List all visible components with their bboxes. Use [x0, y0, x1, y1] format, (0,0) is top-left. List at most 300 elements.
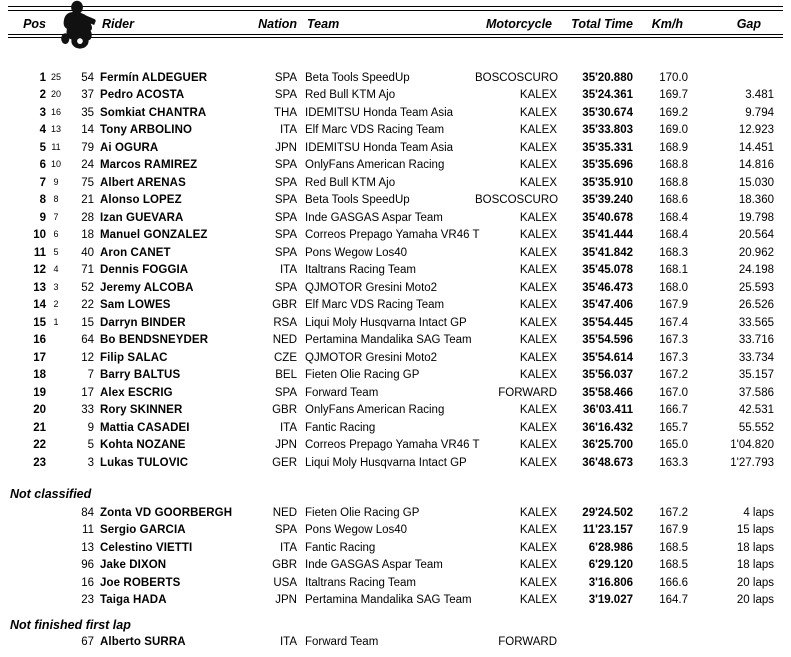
header-bottom-rule-line [8, 37, 783, 38]
gap-cell: 12.923 [738, 124, 774, 137]
points-cell: 4 [53, 264, 59, 274]
speed-cell: 168.0 [659, 281, 688, 294]
nation-cell: SPA [274, 246, 297, 259]
motorcycle-cell: KALEX [519, 351, 557, 364]
team-cell: Correos Prepago Yamaha VR46 T [305, 439, 480, 452]
nation-cell: ITA [279, 264, 297, 277]
nation-cell: NED [272, 334, 297, 347]
motorcycle-cell: KALEX [519, 559, 557, 572]
position-cell: 16 [33, 334, 46, 347]
rider-number-cell: 14 [81, 124, 94, 137]
team-cell: Correos Prepago Yamaha VR46 T [305, 229, 480, 242]
result-row [0, 262, 774, 280]
team-cell: IDEMITSU Honda Team Asia [305, 141, 454, 154]
total-time-cell: 35'41.842 [582, 246, 633, 259]
speed-cell: 168.3 [659, 246, 688, 259]
speed-cell: 170.0 [659, 71, 688, 84]
result-row [0, 522, 774, 540]
total-time-cell: 35'39.240 [582, 194, 633, 207]
result-row [0, 87, 774, 105]
points-cell: 16 [50, 106, 61, 117]
speed-cell: 167.9 [659, 524, 688, 537]
rider-number-cell: 28 [81, 211, 94, 224]
team-cell: Red Bull KTM Ajo [305, 89, 396, 102]
points-cell: 13 [50, 124, 61, 134]
rider-number-cell: 22 [81, 299, 94, 312]
motorcycle-cell: KALEX [519, 281, 557, 294]
gap-cell: 14.816 [738, 159, 774, 172]
team-cell: Elf Marc VDS Racing Team [305, 299, 445, 312]
result-row [0, 454, 774, 472]
rider-name-cell: Lukas TULOVIC [100, 456, 189, 469]
speed-cell: 168.5 [659, 541, 688, 554]
motorcycle-cell: KALEX [519, 316, 557, 329]
team-cell: Inde GASGAS Aspar Team [305, 211, 443, 224]
team-cell: Italtrans Racing Team [305, 576, 417, 589]
points-cell [46, 419, 66, 422]
rider-number-cell: 84 [81, 506, 94, 519]
rider-number-cell: 13 [81, 541, 94, 554]
rider-name-cell: Somkiat CHANTRA [100, 106, 207, 119]
nation-cell: SPA [274, 281, 297, 294]
motorcycle-cell: BOSCOSCURO [475, 194, 559, 207]
result-row [0, 592, 774, 610]
not-classified-results [0, 504, 774, 609]
points-cell [46, 349, 66, 352]
motorcycle-cell: KALEX [519, 369, 557, 382]
gap-cell: 18 laps [736, 559, 774, 572]
position-cell: 13 [33, 281, 46, 294]
motorcycle-cell: KALEX [519, 524, 557, 537]
total-time-cell: 36'25.700 [582, 439, 633, 452]
result-row [0, 209, 774, 227]
speed-cell: 168.8 [659, 176, 688, 189]
rider-name-cell: Celestino VIETTI [100, 541, 193, 554]
rider-name-cell: Fermín ALDEGUER [100, 71, 208, 84]
total-time-cell: 35'46.473 [582, 281, 633, 294]
team-cell: Liqui Moly Husqvarna Intact GP [305, 456, 467, 469]
total-time-cell: 35'30.674 [582, 106, 633, 119]
team-cell: Red Bull KTM Ajo [305, 176, 396, 189]
team-cell: Italtrans Racing Team [305, 264, 417, 277]
not-finished-results [0, 634, 774, 652]
motorcycle-cell: KALEX [519, 576, 557, 589]
rider-name-cell: Sergio GARCIA [100, 524, 186, 537]
points-cell [46, 332, 66, 335]
rider-name-cell: Alonso LOPEZ [100, 194, 182, 207]
total-time-cell: 35'33.803 [582, 124, 633, 137]
gap-cell: 25.593 [738, 281, 774, 294]
total-time-cell: 35'56.037 [582, 369, 633, 382]
team-cell: Pons Wegow Los40 [305, 524, 408, 537]
points-cell: 7 [53, 211, 59, 222]
gap-cell: 18 laps [736, 541, 774, 554]
gap-cell: 3.481 [745, 89, 774, 102]
result-row [0, 504, 774, 522]
total-time-cell: 35'35.910 [582, 176, 633, 189]
speed-cell: 166.6 [659, 576, 688, 589]
speed-cell: 165.7 [659, 421, 688, 434]
rider-name-cell: Barry BALTUS [100, 369, 181, 382]
motorcycle-cell: KALEX [519, 541, 557, 554]
gap-cell: 33.565 [738, 316, 774, 329]
speed-cell: 169.7 [659, 89, 688, 102]
team-cell: Inde GASGAS Aspar Team [305, 559, 443, 572]
nation-column-header: Nation [258, 16, 297, 31]
speed-cell: 167.3 [659, 334, 688, 347]
position-cell: 23 [33, 456, 46, 469]
team-cell: OnlyFans American Racing [305, 159, 445, 172]
motorcycle-cell: KALEX [519, 334, 557, 347]
team-cell: Fieten Olie Racing GP [305, 369, 420, 382]
points-cell [46, 539, 66, 542]
team-cell: Liqui Moly Husqvarna Intact GP [305, 316, 467, 329]
total-time-cell: 11'23.157 [582, 524, 633, 537]
rider-number-cell: 21 [81, 194, 94, 207]
gap-cell: 1'27.793 [730, 456, 774, 469]
nation-cell: RSA [273, 316, 297, 329]
gap-cell: 33.716 [738, 334, 774, 347]
position-cell: 15 [33, 316, 46, 329]
position-cell: 6 [39, 159, 46, 172]
rider-number-cell: 54 [81, 71, 94, 84]
position-cell: 7 [39, 176, 46, 189]
points-cell [46, 367, 66, 370]
motorcycle-cell: KALEX [519, 299, 557, 312]
nation-cell: SPA [274, 211, 297, 224]
points-cell: 5 [53, 246, 59, 257]
result-row [0, 574, 774, 592]
total-time-cell: 6'28.986 [588, 541, 633, 554]
results-header [0, 0, 791, 68]
team-cell: QJMOTOR Gresini Moto2 [305, 281, 438, 294]
points-cell [46, 557, 66, 560]
points-cell: 3 [53, 281, 59, 292]
nation-cell: GBR [272, 559, 297, 572]
position-cell: 22 [33, 439, 46, 452]
rider-number-cell: 16 [81, 576, 94, 589]
rider-name-cell: Rory SKINNER [100, 404, 183, 417]
rider-number-cell: 17 [81, 386, 94, 399]
position-cell: 4 [39, 124, 46, 137]
speed-cell: 163.3 [659, 456, 688, 469]
rider-number-cell: 67 [81, 636, 94, 649]
result-row [0, 174, 774, 192]
team-cell: Forward Team [305, 636, 379, 649]
points-cell [46, 504, 66, 507]
gap-cell: 14.451 [738, 141, 774, 154]
team-column-header: Team [307, 16, 340, 31]
total-time-cell: 35'41.444 [582, 229, 633, 242]
rider-number-cell: 24 [81, 159, 94, 172]
position-cell: 9 [39, 211, 46, 224]
team-cell: Fantic Racing [305, 421, 376, 434]
total-time-cell: 35'35.331 [582, 141, 633, 154]
rider-number-cell: 5 [87, 439, 94, 452]
speed-cell: 167.9 [659, 299, 688, 312]
position-cell: 14 [33, 299, 46, 312]
motorcycle-cell: FORWARD [498, 386, 557, 399]
gap-cell: 24.198 [738, 264, 774, 277]
rider-name-cell: Filip SALAC [100, 351, 168, 364]
speed-cell: 168.6 [659, 194, 688, 207]
motorcycle-cell: KALEX [519, 246, 557, 259]
rider-name-cell: Joe ROBERTS [100, 576, 181, 589]
team-cell: Pons Wegow Los40 [305, 246, 408, 259]
total-time-cell: 35'40.678 [582, 211, 633, 224]
rider-name-cell: Ai OGURA [100, 141, 159, 154]
team-cell: Fieten Olie Racing GP [305, 506, 420, 519]
points-cell [46, 437, 66, 440]
total-time-cell: 36'16.432 [582, 421, 633, 434]
gap-cell: 9.794 [745, 106, 774, 119]
motorcycle-cell: KALEX [519, 141, 557, 154]
rider-name-cell: Dennis FOGGIA [100, 264, 189, 277]
result-row [0, 244, 774, 262]
total-time-cell: 36'03.411 [582, 404, 633, 417]
team-cell: Beta Tools SpeedUp [305, 194, 410, 207]
motorcycle-cell: KALEX [519, 89, 557, 102]
nation-cell: USA [273, 576, 297, 589]
result-row [0, 384, 774, 402]
nation-cell: JPN [275, 439, 297, 452]
gap-cell: 20 laps [736, 594, 774, 607]
gap-cell: 1'04.820 [730, 439, 774, 452]
total-time-cell: 35'54.445 [582, 316, 633, 329]
column-headers [0, 13, 774, 34]
points-cell: 11 [51, 141, 61, 152]
result-row [0, 157, 774, 175]
result-row [0, 437, 774, 455]
rider-name-cell: Taiga HADA [100, 594, 167, 607]
speed-cell: 167.3 [659, 351, 688, 364]
rider-number-cell: 11 [82, 524, 94, 537]
nation-cell: SPA [274, 386, 297, 399]
position-cell: 21 [33, 421, 46, 434]
team-cell: Forward Team [305, 386, 379, 399]
nation-cell: NED [272, 506, 297, 519]
total-time-cell: 35'47.406 [582, 299, 633, 312]
rider-name-cell: Pedro ACOSTA [100, 89, 185, 102]
result-row [0, 227, 774, 245]
result-row [0, 402, 774, 420]
points-cell: 10 [50, 159, 61, 169]
motorcycle-cell: KALEX [519, 124, 557, 137]
rider-name-cell: Aron CANET [100, 246, 171, 259]
speed-cell: 167.0 [659, 386, 688, 399]
gap-cell: 26.526 [738, 299, 774, 312]
points-cell: 8 [53, 194, 59, 204]
motorcycle-cell: KALEX [519, 229, 557, 242]
rider-column-header: Rider [102, 16, 134, 31]
motorcycle-cell: KALEX [519, 439, 557, 452]
motorcycle-cell: BOSCOSCURO [475, 71, 559, 84]
rider-number-cell: 35 [81, 106, 94, 119]
speed-cell: 165.0 [659, 439, 688, 452]
result-row [0, 279, 774, 297]
rider-number-cell: 33 [81, 404, 94, 417]
gap-cell: 37.586 [738, 386, 774, 399]
nation-cell: ITA [279, 124, 297, 137]
result-row [0, 314, 774, 332]
gap-cell: 20.962 [738, 246, 774, 259]
team-cell: Pertamina Mandalika SAG Team [305, 334, 472, 347]
nation-cell: ITA [279, 421, 297, 434]
points-cell [46, 522, 66, 525]
rider-name-cell: Albert ARENAS [100, 176, 186, 189]
points-cell [46, 384, 66, 387]
rider-number-cell: 64 [81, 334, 94, 347]
gap-cell: 33.734 [738, 351, 774, 364]
nation-cell: ITA [279, 636, 297, 649]
motorcycle-cell: KALEX [519, 211, 557, 224]
speed-cell: 169.2 [659, 106, 688, 119]
total-time-cell: 35'54.596 [582, 334, 633, 347]
speed-cell: 168.4 [659, 211, 688, 224]
motorcycle-cell: KALEX [519, 106, 557, 119]
total-time-cell: 3'19.027 [588, 594, 633, 607]
rider-number-cell: 3 [87, 456, 94, 469]
nation-cell: SPA [274, 194, 297, 207]
motorcycle-cell: KALEX [519, 594, 557, 607]
result-row [0, 367, 774, 385]
points-cell [46, 634, 66, 637]
speed-cell: 168.5 [659, 559, 688, 572]
nation-cell: ITA [279, 541, 297, 554]
result-row [0, 332, 774, 350]
points-cell [46, 574, 66, 577]
classified-results [0, 69, 774, 472]
team-cell: Beta Tools SpeedUp [305, 71, 410, 84]
rider-number-cell: 75 [81, 176, 94, 189]
nation-cell: CZE [274, 351, 297, 364]
total-time-cell: 6'29.120 [588, 559, 633, 572]
result-row [0, 69, 774, 87]
rider-number-cell: 96 [81, 559, 94, 572]
result-row [0, 122, 774, 140]
nation-cell: GER [272, 456, 297, 469]
rider-name-cell: Sam LOWES [100, 299, 171, 312]
points-cell: 1 [53, 316, 59, 327]
rider-name-cell: Darryn BINDER [100, 316, 186, 329]
total-time-cell: 36'48.673 [582, 456, 633, 469]
top-rule-line [8, 6, 783, 7]
rider-name-cell: Kohta NOZANE [100, 439, 186, 452]
nation-cell: THA [274, 106, 297, 119]
not-finished-section-label: Not finished first lap [10, 617, 131, 632]
position-cell: 10 [33, 229, 46, 242]
position-cell: 17 [33, 351, 46, 364]
gap-cell: 19.798 [738, 211, 774, 224]
motorcycle-column-header: Motorcycle [486, 16, 552, 31]
nation-cell: JPN [275, 594, 297, 607]
rider-name-cell: Bo BENDSNEYDER [100, 334, 209, 347]
motorcycle-cell: KALEX [519, 506, 557, 519]
nation-cell: JPN [275, 141, 297, 154]
points-cell [46, 592, 66, 595]
rider-name-cell: Alex ESCRIG [100, 386, 173, 399]
result-row [0, 634, 774, 652]
pos-column-header: Pos [23, 16, 46, 31]
gap-cell: 18.360 [738, 194, 774, 207]
team-cell: Fantic Racing [305, 541, 376, 554]
nation-cell: SPA [274, 176, 297, 189]
nation-cell: SPA [274, 71, 297, 84]
rider-number-cell: 15 [81, 316, 94, 329]
nation-cell: GBR [272, 299, 297, 312]
position-cell: 1 [39, 71, 46, 84]
gap-cell: 15 laps [736, 524, 774, 537]
result-row [0, 104, 774, 122]
rider-number-cell: 52 [81, 281, 94, 294]
rider-number-cell: 18 [81, 229, 94, 242]
result-row [0, 139, 774, 157]
nation-cell: BEL [275, 369, 297, 382]
result-row [0, 539, 774, 557]
team-cell: IDEMITSU Honda Team Asia [305, 106, 454, 119]
points-cell [46, 454, 66, 457]
speed-cell: 164.7 [659, 594, 688, 607]
rider-name-cell: Alberto SURRA [100, 636, 186, 649]
total-time-cell: 35'58.466 [582, 386, 633, 399]
speed-cell: 167.2 [659, 369, 688, 382]
gap-cell: 20.564 [738, 229, 774, 242]
rider-name-cell: Jake DIXON [100, 559, 167, 572]
motorcycle-cell: KALEX [519, 159, 557, 172]
motorcycle-cell: KALEX [519, 404, 557, 417]
position-cell: 19 [33, 386, 46, 399]
gap-cell: 20 laps [736, 576, 774, 589]
team-cell: Elf Marc VDS Racing Team [305, 124, 445, 137]
total-time-cell: 35'45.078 [582, 264, 633, 277]
speed-cell: 168.1 [659, 264, 688, 277]
gap-column-header: Gap [736, 16, 761, 31]
rider-number-cell: 23 [81, 594, 94, 607]
rider-name-cell: Izan GUEVARA [100, 211, 184, 224]
total-time-cell: 3'16.806 [588, 576, 633, 589]
gap-cell: 15.030 [738, 176, 774, 189]
rider-number-cell: 37 [81, 89, 94, 102]
rider-name-cell: Marcos RAMIREZ [100, 159, 198, 172]
total-time-cell: 29'24.502 [582, 506, 633, 519]
total-time-cell: 35'24.361 [582, 89, 633, 102]
speed-cell: 168.8 [659, 159, 688, 172]
result-row [0, 349, 774, 367]
nation-cell: SPA [274, 89, 297, 102]
rider-name-cell: Mattia CASADEI [100, 421, 190, 434]
speed-cell: 167.4 [659, 316, 688, 329]
rider-name-cell: Jeremy ALCOBA [100, 281, 194, 294]
motorcycle-cell: FORWARD [498, 636, 557, 649]
motorcycle-cell: KALEX [519, 421, 557, 434]
gap-cell: 35.157 [738, 369, 774, 382]
rider-name-cell: Tony ARBOLINO [100, 124, 193, 137]
total-time-cell: 35'20.880 [582, 71, 633, 84]
kmh-column-header: Km/h [651, 16, 683, 31]
team-cell: QJMOTOR Gresini Moto2 [305, 351, 438, 364]
nation-cell: SPA [274, 524, 297, 537]
points-cell [46, 402, 66, 405]
points-cell: 6 [53, 229, 59, 239]
motorcycle-racer-icon [56, 0, 101, 49]
rider-name-cell: Manuel GONZALEZ [100, 229, 208, 242]
result-row [0, 192, 774, 210]
speed-cell: 169.0 [659, 124, 688, 137]
rider-number-cell: 9 [87, 421, 94, 434]
nation-cell: GBR [272, 404, 297, 417]
speed-cell: 168.9 [659, 141, 688, 154]
gap-cell: 42.531 [738, 404, 774, 417]
